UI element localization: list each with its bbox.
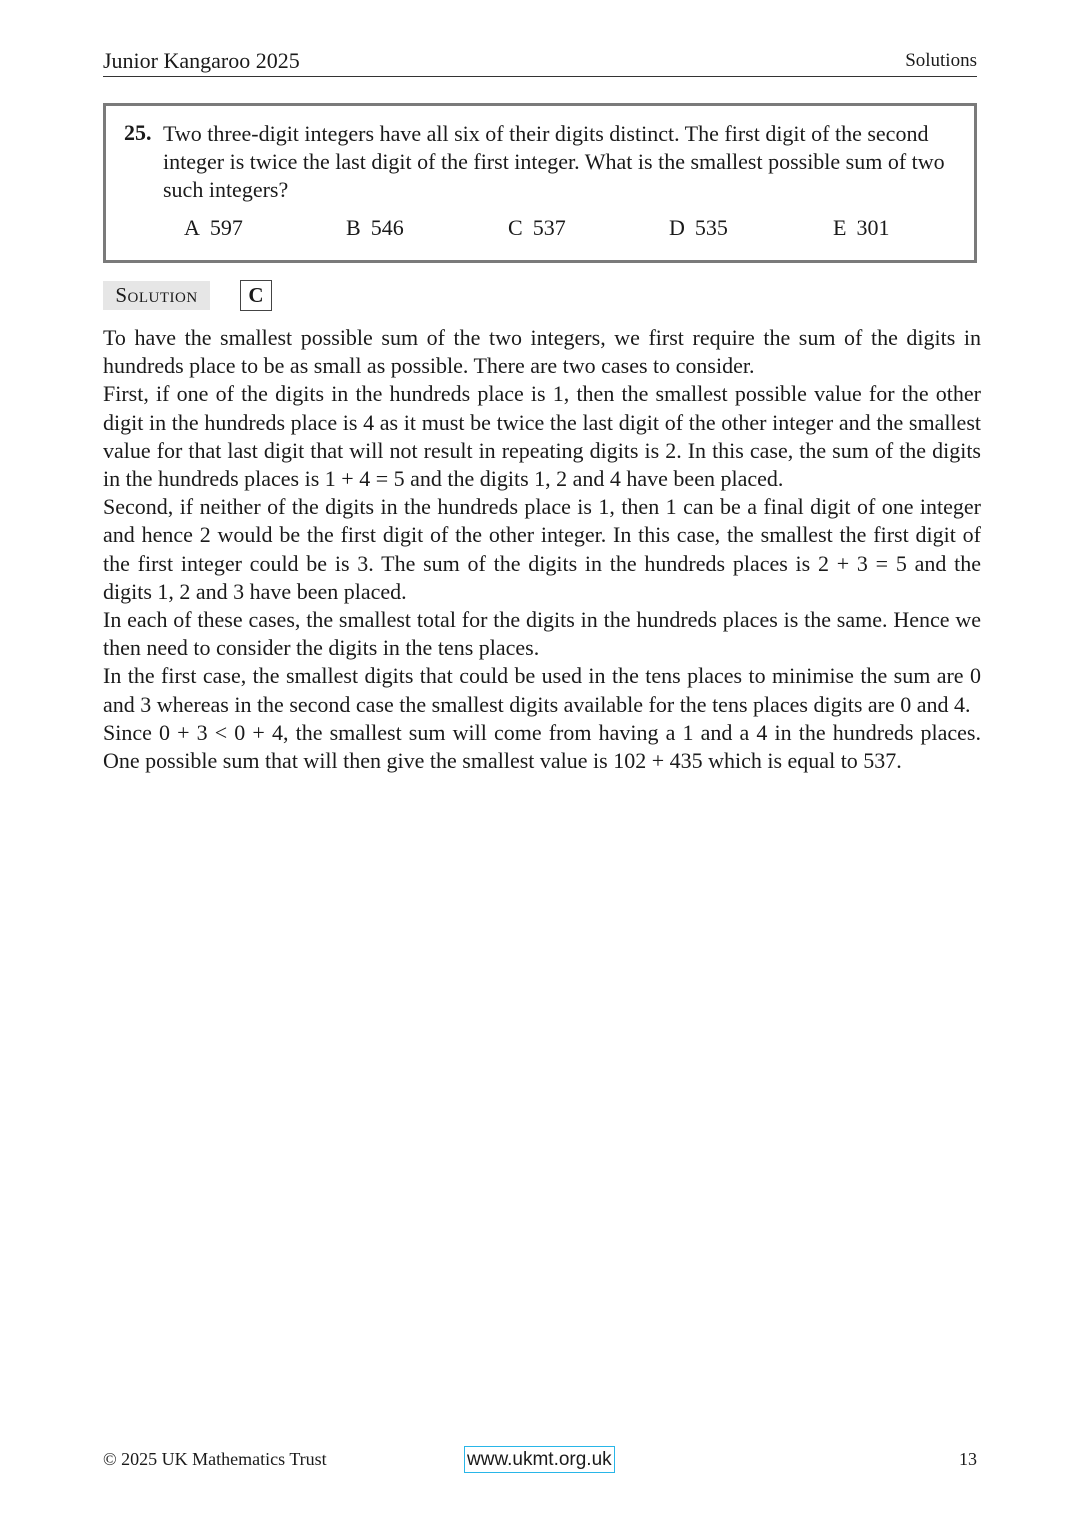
document-title: Junior Kangaroo 2025 [103, 48, 300, 73]
option-letter: D [669, 215, 685, 240]
option-letter: A [184, 215, 200, 240]
solution-paragraph: First, if one of the digits in the hundreds place is 1, then the smallest possible value for the other digit in the hundreds place is 4 as it must be twice the last digit of the other integer and the smallest value for that last digit that will not result in repeating digits is 2. In this case, the sum of the digits in the hundreds places is 1 + 4 = 5 and the digits 1, 2 and 4 have been placed. [103, 381, 981, 492]
option-letter: E [833, 215, 847, 240]
solution-paragraph: In each of these cases, the smallest total for the digits in the hundreds places is the same. Hence we then need to consider the digits in the tens places. [103, 607, 981, 661]
option-c [508, 215, 566, 241]
option-e [833, 215, 889, 241]
page-footer [103, 1447, 977, 1473]
solution-paragraph: Second, if neither of the digits in the hundreds place is 1, then 1 can be a final digit of one integer and hence 2 would be the first digit of the other integer. In this case, the smallest the first digit of the first integer could be is 3. The sum of the digits in the hundreds places is 2 + 3 = 5 and the digits 1, 2 and 3 have been placed. [103, 494, 981, 604]
answer-box: C [240, 280, 272, 311]
option-letter: C [508, 215, 523, 240]
copyright-notice: © 2025 UK Mathematics Trust [103, 1449, 327, 1469]
solution-paragraph: Since 0 + 3 < 0 + 4, the smallest sum will come from having a 1 and a 4 in the hundreds places. One possible sum that will then give the smallest value is 102 + 435 which is equal to 537. [103, 719, 981, 774]
solution-label: Solution [103, 281, 210, 310]
page-number: 13 [959, 1449, 977, 1469]
option-d [669, 215, 728, 241]
section-label: Solutions [905, 50, 977, 71]
option-value: 535 [694, 215, 728, 240]
option-value: 301 [856, 215, 890, 240]
option-b [346, 215, 404, 241]
option-value: 537 [532, 215, 566, 240]
option-value: 597 [209, 215, 243, 240]
option-a [184, 215, 243, 241]
question-box [103, 103, 977, 263]
website-link[interactable]: www.ukmt.org.uk [464, 1446, 615, 1473]
option-letter: B [346, 215, 361, 240]
solution-paragraph: In the first case, the smallest digits that could be used in the tens places to minimise the sum are 0 and 3 whereas in the second case the smallest digits available for the tens places digits are 0 and 4. [103, 663, 981, 717]
solution-paragraph: To have the smallest possible sum of the two integers, we first require the sum of the digits in hundreds place to be as small as possible. There are two cases to consider. [103, 325, 981, 379]
solution-body [103, 324, 981, 775]
option-value: 546 [370, 215, 404, 240]
page-header [103, 48, 977, 77]
question-text: Two three-digit integers have all six of their digits distinct. The first digit of the second integer is twice the last digit of the first integer. What is the smallest possible sum of two such integers? [163, 121, 945, 202]
question-number: 25. [124, 120, 152, 145]
